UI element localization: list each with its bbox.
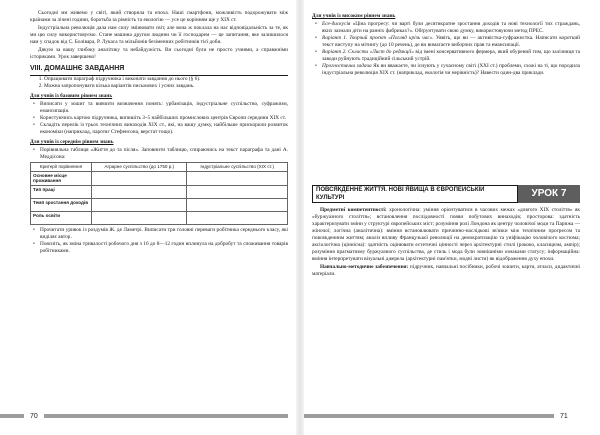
table-cell xyxy=(92,185,187,198)
footer-bar xyxy=(0,414,24,418)
item-text: Як ви вважаєте, чи існують у сучасному світі (XXI ст.) проблеми, схожі на ті, що породила індустріальна революція XIX ст. (наприклад, екологія чи нерівність)? Навести один-два приклади. xyxy=(322,63,580,76)
page-left xyxy=(0,0,296,435)
competences-lead: Предметні компетентності: xyxy=(320,207,387,213)
list-item xyxy=(322,49,580,63)
paragraph: Сьогодні ми живемо у світі, який створила та епоха. Наші смартфони, можливість подорожувати між країнами за лічені години, боротьба за рівність та екологію — усе це корінням ще у XIX ст. xyxy=(30,10,288,23)
methodical-lead: Навчально-методичне забезпечення: xyxy=(320,264,409,270)
methodical-paragraph xyxy=(312,264,580,278)
footer-bar xyxy=(304,414,554,418)
list-item: • Користуючись картою підручника, випишіть 3–5 найбільших промислових центрів Європи середини XIX ст. xyxy=(40,115,288,122)
page-footer-left xyxy=(0,412,296,422)
footer-bar xyxy=(44,414,288,418)
table-header-row xyxy=(31,163,288,172)
comparison-table xyxy=(30,162,288,225)
book-gutter xyxy=(296,0,304,435)
intro-paragraphs xyxy=(30,10,288,61)
methodical-text: підручник, навчальні посібники, робочі зошити, карти, атласи, дидактичні матеріали. xyxy=(312,264,580,277)
after-table-list xyxy=(30,227,288,255)
basic-level-heading: Для учнів із базовим рівнем знань xyxy=(30,93,113,99)
item-text: «Ціна прогресу: чи варті були десятикратне зростання доходів та нові технології тих страждань, яких зазнали діти на ранніх фабриках?». Обґрунтувати свою думку, використовуючи метод ПРЕС. xyxy=(322,21,580,34)
table-header: Індустріальне суспільство (XIX ст.) xyxy=(187,163,288,172)
page-number: 70 xyxy=(30,413,38,420)
list-item: • Прочитати уривок із роздумів Ж. де Ламетрі. Виписати три головні переваги робітника середнього класу, які виділяє автор. xyxy=(40,227,288,241)
table-row-label: Темп зростання доходів xyxy=(31,198,92,211)
table-cell xyxy=(187,211,288,224)
middle-level-list xyxy=(30,147,288,161)
list-item: • Порівняльна таблиця «Життя до та після». Заповнити таблицю, спираючись на текст параграфа та дані А. Меддісона: xyxy=(40,147,288,161)
table-row xyxy=(31,185,288,198)
item-lead: Варіант 2. Скласти «Лист до редакції» xyxy=(322,49,414,55)
table-header: Аграрне суспільство (до 1750 р.) xyxy=(92,163,187,172)
table-row-label: Роль освіти xyxy=(31,211,92,224)
lesson-label: УРОК 7 xyxy=(518,185,580,203)
lesson-title: ПОВСЯКДЕННЕ ЖИТТЯ. НОВІ ЯВИЩА В ЄВРОПЕЙСЬКІЙ КУЛЬТУРІ xyxy=(312,185,518,203)
item-lead: Варіант 1. Творчий проєкт «Погляд крізь час». xyxy=(322,35,434,41)
table-row-label: Тип праці xyxy=(31,185,92,198)
competences-text: хронологічна: уміння орієнтуватися в часових межах «довгого XIX століття» як «буржуазного століття»; встановлення послідовності появи побутових винаходів; просторова: здатність характеризувати зміни у структурі європейських міст; розуміння ролі Лондона як центру чоловічої моди та Парижа — жіночої; логічна (аналітична): вміння встановлювати причинно-наслідкові зв'язки між технічним прогресом та повсякденним життям; аналіз впливу Французької революції на демократизацію та уніфікацію чоловічого костюма; аксіологічна (ціннісна): здатність оцінювати естетичні цінності через архітектурні стилі (рококо, класицизм, ампір); розуміння прагматизму буржуазного суспільства, де стиль і мода були зовнішніми ознаками статусу; інформаційна: вміння інтерпретувати візуальні джерела (архітектурні пам'ятки, модні листи) як відображення духу епохи. xyxy=(312,207,580,262)
page-footer-right xyxy=(304,412,600,422)
table-row-label: Основне місце проживання xyxy=(31,171,92,185)
high-level-list xyxy=(312,21,580,77)
list-item xyxy=(322,35,580,49)
table-cell xyxy=(187,185,288,198)
middle-level-heading: Для учнів із середнім рівнем знань xyxy=(30,139,114,145)
list-item: 2. Можна запропонувати кілька варіантів письмових і усних завдань. xyxy=(44,83,288,90)
paragraph: Індустріальна революція дала нам силу змінювати світ, але вона ж поклала на нас відповідальність за те, як ми цю силу використовуємо. Стане машина другом людини чи її господарем — це запитання, яке залишилося нам у спадок від С. Болівара, Р. Лукаса та мільйонів безіменних робітників тієї доби. xyxy=(30,25,288,45)
item-text: від імені консервативного фермера, який обурений тим, що залізниця та заводи руйнують традиційний сільський устрій. xyxy=(322,49,581,62)
item-text: Уявіть, що ви — активістка-суфражистка. Написати короткий текст виступу на мітингу (до 10 речень), де ви вимагаєте виборчих прав та емансипації. xyxy=(322,35,580,48)
list-item: • Складіть перелік із трьох технічних винаходів XIX ст., які, на вашу думку, найбільше прискорили розвиток економіки (наприклад, паротяг Стефенсона, верстат тощо). xyxy=(40,122,288,136)
list-item: 1. Опрацювати параграф підручника і виконати завдання до нього (§ 6). xyxy=(44,76,288,83)
page-number: 71 xyxy=(560,413,568,420)
paragraph: Дякую за вашу глибоку аналітику та небайдужість. Ви сьогодні були не просто учнями, а справжніми істориками. Урок завершено! xyxy=(30,47,288,60)
table-row xyxy=(31,211,288,224)
list-item: • Виписати у зошит та вивчити визначення понять: урбанізація, індустріальне суспільство, суфражизм, емансипація. xyxy=(40,101,288,115)
homework-heading: VIII. ДОМАШНЄ ЗАВДАННЯ xyxy=(30,65,125,72)
page-right xyxy=(304,0,600,435)
table-cell xyxy=(187,198,288,211)
item-lead: Есе-дискусія xyxy=(322,21,351,27)
item-lead: Прогностична задача xyxy=(322,63,372,69)
list-item: • Поясніть, як зміна тривалості робочого дня з 16 до 8—12 годин вплинула на добробут та споживання товарів робітниками. xyxy=(40,241,288,255)
list-item xyxy=(322,21,580,35)
high-level-heading: Для учнів із високим рівнем знань xyxy=(312,13,396,19)
basic-level-list xyxy=(30,101,288,136)
table-cell xyxy=(92,211,187,224)
table-cell xyxy=(92,198,187,211)
table-row xyxy=(31,171,288,185)
lesson-banner xyxy=(312,185,580,203)
table-cell xyxy=(92,171,187,185)
table-header: Критерії порівняння xyxy=(31,163,92,172)
table-row xyxy=(31,198,288,211)
homework-list xyxy=(30,76,288,90)
table-cell xyxy=(187,171,288,185)
list-item xyxy=(322,63,580,77)
competences-paragraph xyxy=(312,207,580,263)
